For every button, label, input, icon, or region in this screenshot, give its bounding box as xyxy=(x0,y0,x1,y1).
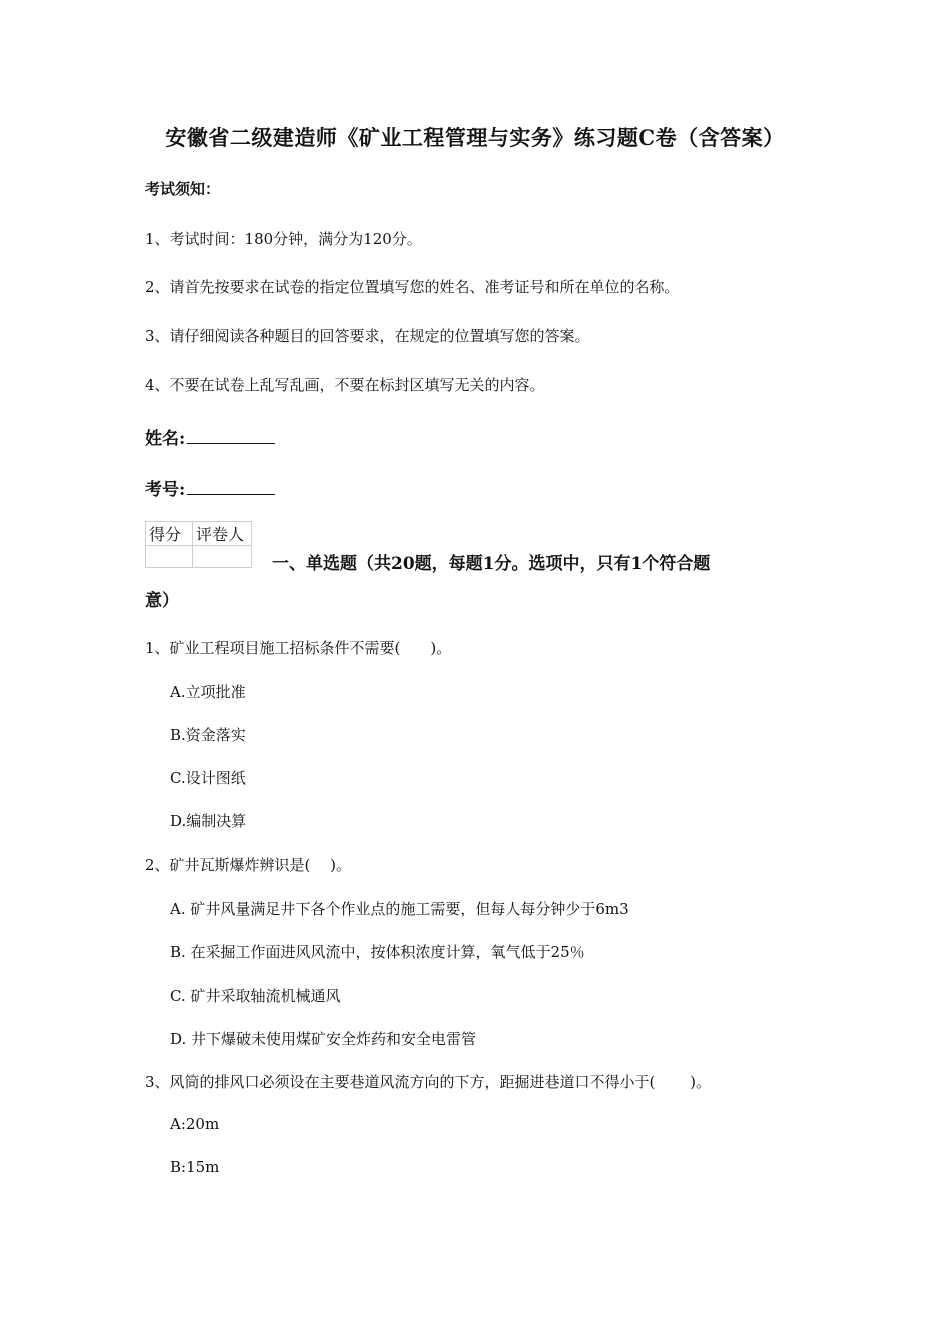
id-label: 考号: xyxy=(145,480,186,500)
score-cell[interactable] xyxy=(146,546,193,568)
question-1-option-d: D.编制决算 xyxy=(170,812,247,830)
name-field xyxy=(145,424,275,449)
question-3-option-b: B:15m xyxy=(170,1158,220,1176)
page-title: 安徽省二级建造师《矿业工程管理与实务》练习题C卷（含答案） xyxy=(165,125,785,150)
name-blank[interactable] xyxy=(187,427,275,444)
id-field xyxy=(145,475,275,500)
grader-cell[interactable] xyxy=(193,546,252,568)
score-table xyxy=(145,521,252,568)
question-2-option-b: B. 在采掘工作面进风风流中，按体积浓度计算，氧气低于25％ xyxy=(170,943,585,961)
notice-item-3: 3、请仔细阅读各种题目的回答要求，在规定的位置填写您的答案。 xyxy=(145,327,590,345)
question-1-option-a: A.立项批准 xyxy=(170,683,246,701)
section-heading-cont: 意） xyxy=(145,591,179,611)
notice-item-2: 2、请首先按要求在试卷的指定位置填写您的姓名、准考证号和所在单位的名称。 xyxy=(145,278,680,296)
score-header: 得分 xyxy=(146,522,193,546)
notice-heading: 考试须知： xyxy=(145,180,221,198)
notice-item-4: 4、不要在试卷上乱写乱画，不要在标封区填写无关的内容。 xyxy=(145,376,545,394)
question-3-stem: 3、风筒的排风口必须设在主要巷道风流方向的下方，距掘进巷道口不得小于( )。 xyxy=(145,1073,712,1091)
grader-header: 评卷人 xyxy=(193,522,252,546)
name-label: 姓名: xyxy=(145,429,186,449)
question-1-stem: 1、矿业工程项目施工招标条件不需要( )。 xyxy=(145,639,452,657)
question-2-option-a: A. 矿井风量满足井下各个作业点的施工需要，但每人每分钟少于6m3 xyxy=(170,900,629,918)
question-1-option-b: B.资金落实 xyxy=(170,726,246,744)
section-heading: 一、单选题（共20题，每题1分。选项中，只有1个符合题 xyxy=(272,554,711,574)
id-blank[interactable] xyxy=(187,478,275,495)
question-2-stem: 2、矿井瓦斯爆炸辨识是( )。 xyxy=(145,856,352,874)
question-1-option-c: C.设计图纸 xyxy=(170,769,246,787)
question-3-option-a: A:20m xyxy=(170,1115,220,1133)
question-2-option-c: C. 矿井采取轴流机械通风 xyxy=(170,987,341,1005)
question-2-option-d: D. 井下爆破未使用煤矿安全炸药和安全电雷管 xyxy=(170,1030,477,1048)
notice-item-1: 1、考试时间：180分钟，满分为120分。 xyxy=(145,230,422,248)
